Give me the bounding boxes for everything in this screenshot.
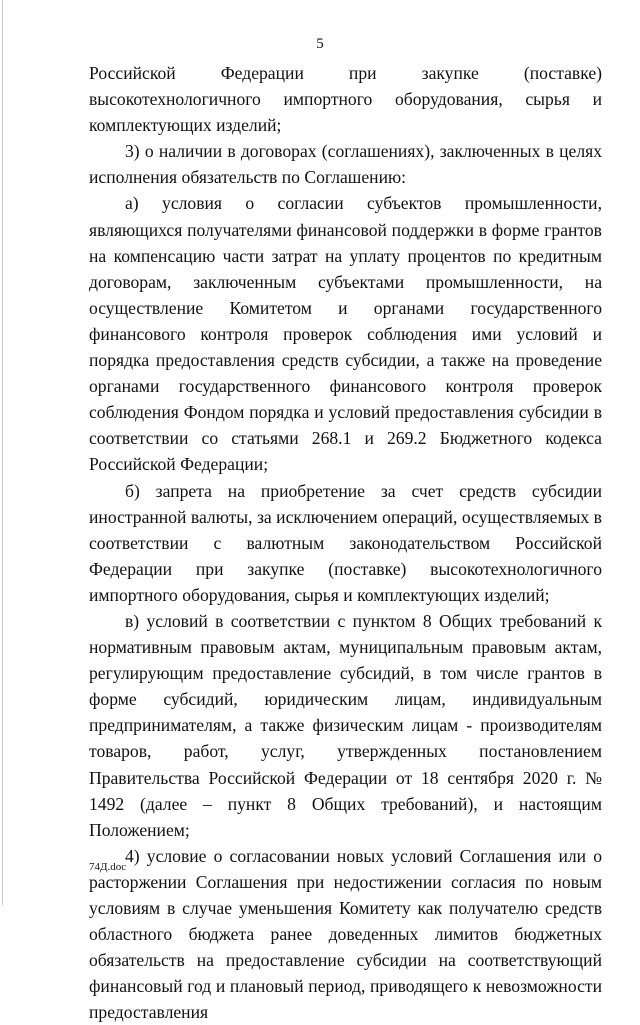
scan-edge-line: [2, 0, 3, 905]
paragraph-item-3: 3) о наличии в договорах (соглашениях), заключенных в целях исполнения обязательств по Соглашению:: [89, 141, 602, 188]
paragraph-item-3a: а) условия о согласии субъектов промышленности, являющихся получателями финансовой поддержки в форме грантов на компенсацию части затрат на уплату процентов по кредитным договорам, заключенным субъектами промышленности, на осуществление Комитетом и органами государственного финансового контроля проверок соблюдения ими условий и порядка предоставления средств субсидии, а также на проведение органами государственного финансового контроля проверок соблюдения Фондом порядка и условий предоставления субсидии в соответствии со статьями 268.1 и 269.2 Бюджетного кодекса Российской Федерации;: [89, 193, 602, 475]
document-body: [89, 60, 602, 1025]
paragraph-item-4: 4) условие о согласовании новых условий Соглашения или о расторжении Соглашения при недостижении согласия по новым условиям в случае уменьшения Комитету как получателю средств областного бюджета ранее доведенных лимитов бюджетных обязательств на предоставление субсидии на соответствующий финансовый год и плановый период, приводящего к невозможности предоставления: [89, 845, 602, 1023]
paragraph-item-3b: б) запрета на приобретение за счет средств субсидии иностранной валюты, за исключением операций, осуществляемых в соответствии с валютным законодательством Российской Федерации при закупке (поставке) высокотехнологичного импортного оборудования, сырья и комплектующих изделий;: [89, 480, 602, 605]
paragraph-item-3c: в) условий в соответствии с пунктом 8 Общих требований к нормативным правовым актам, муниципальным правовым актам, регулирующим предоставление субсидий, в том числе грантов в форме субсидий, юридическим лицам, индивидуальным предпринимателям, а также физическим лицам - производителям товаров, работ, услуг, утвержденных постановлением Правительства Российской Федерации от 18 сентября 2020 г. № 1492 (далее – пункт 8 Общих требований), и настоящим Положением;: [89, 610, 602, 840]
footer-file-name: 74Д.doc: [89, 861, 127, 873]
page-number: 5: [316, 36, 324, 52]
paragraph-continuation: Российской Федерации при закупке (поставке) высокотехнологичного импортного оборудования, сырья и комплектующих изделий;: [89, 63, 602, 136]
